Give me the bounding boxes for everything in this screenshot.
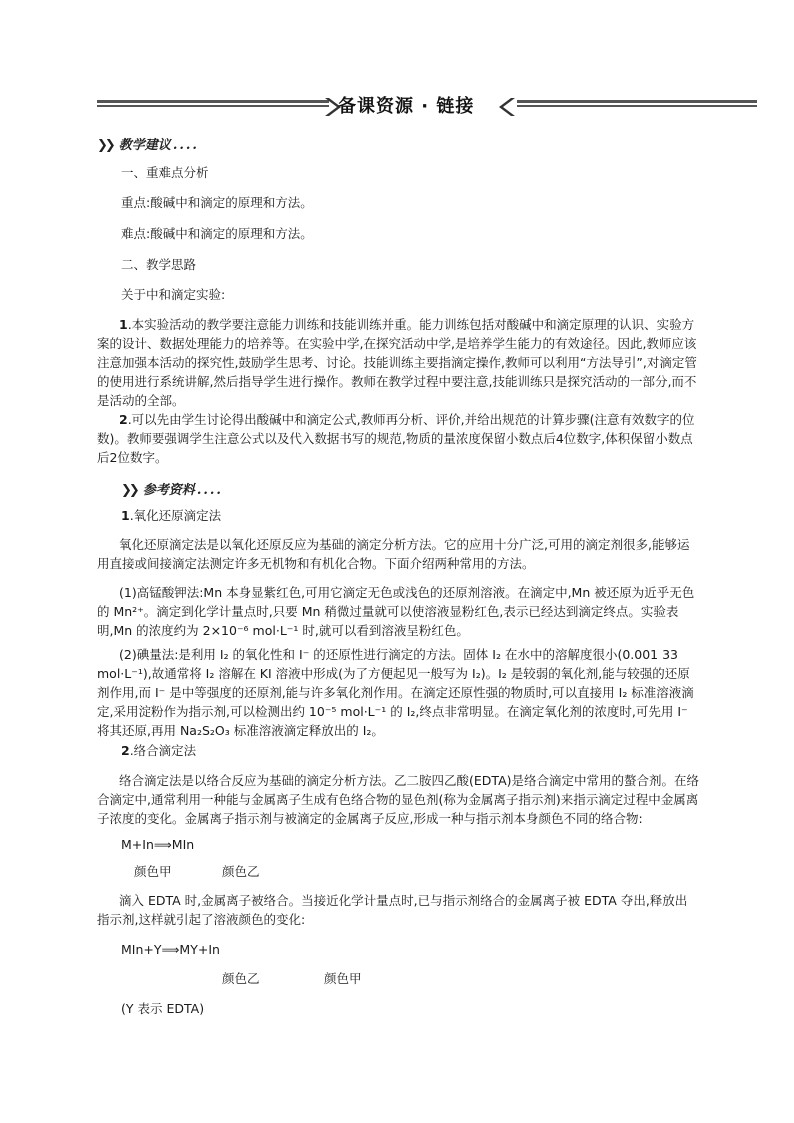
intro-text: 关于中和滴定实验: bbox=[121, 287, 226, 302]
reference-title-1: 1.氧化还原滴定法 bbox=[121, 508, 222, 523]
dots-decoration: .... bbox=[172, 138, 199, 153]
equation-2-color-b: 颜色甲 bbox=[324, 971, 362, 986]
section-heading-text: 教学建议 bbox=[118, 138, 171, 153]
complexometric-paragraph: 络合滴定法是以络合反应为基础的滴定分析方法。乙二胺四乙酸(EDTA)是络合滴定中常用的螯合剂。在络合滴定中,通常利用一种能与金属离子生成有色络合物的显色剂(称为金属离子指示剂)来指示滴定过程中金属离子浓度的变化。金属离子指示剂与被滴定的金属离子反应,形成一种与指示剂本身颜色不同的络合物: bbox=[97, 773, 699, 826]
section-heading-reference bbox=[121, 479, 223, 498]
edta-note: (Y 表示 EDTA) bbox=[121, 1001, 205, 1016]
equation-2-color-a: 颜色乙 bbox=[222, 971, 260, 986]
double-chevron-icon: ❯❯ bbox=[121, 483, 137, 498]
iodometry-paragraph: (2)碘量法:是利用 I₂ 的氧化性和 I⁻ 的还原性进行滴定的方法。固体 I₂ 在水中的溶解度很小(0.001 33 mol·L⁻¹),故通常将 I₂ 溶解在 KI 溶液中形成(为了方便起见一般写为 I₂)。I₂ 是较弱的氧化剂,能与较强的还原剂作用,而 I⁻ 是中等强度的还原剂,能与许多氧化剂作用。在滴定还原性强的物质时,可以直接用 I₂ 标准溶液滴定,采用淀粉作为指示剂,可以检测出约 10⁻⁵ mol·L⁻¹ 的 I₂,终点非常明显。在滴定氧化剂的浓度时,可先用 I⁻ 将其还原,再用 Na₂S₂O₃ 标准溶液滴定释放出的 I₂。 bbox=[97, 647, 694, 738]
equation-2: MIn+Y⟹MY+In bbox=[121, 942, 220, 957]
section-heading-text: 参考资料 bbox=[142, 483, 195, 498]
redox-intro-paragraph: 氧化还原滴定法是以氧化还原反应为基础的滴定分析方法。它的应用十分广泛,可用的滴定剂很多,能够运用直接或间接滴定法测定许多无机物和有机化合物。下面介绍两种常用的方法。 bbox=[97, 537, 690, 571]
double-chevron-icon: ❯❯ bbox=[97, 138, 113, 153]
edta-paragraph: 滴入 EDTA 时,金属离子被络合。当接近化学计量点时,已与指示剂络合的金属离子被 EDTA 夺出,释放出指示剂,这样就引起了溶液颜色的变化: bbox=[97, 893, 688, 927]
equation-1: M+In⟹MIn bbox=[121, 837, 195, 852]
teaching-item-1: 1.本实验活动的教学要注意能力训练和技能训练并重。能力训练包括对酸碱中和滴定原理的认识、实验方案的设计、数据处理能力的培养等。在实验中学,在探究活动中学,是培养学生能力的有效途径。因此,教师应该注意加强本活动的探究性,鼓励学生思考、讨论。技能训练主要指滴定操作,教师可以利用“方法导引”,对滴定管的使用进行系统讲解,然后指导学生进行操作。教师在教学过程中要注意,技能训练只是探究活动的一部分,而不是活动的全部。 bbox=[97, 317, 697, 408]
section-heading-teaching bbox=[97, 134, 199, 153]
key-point-text: 重点:酸碱中和滴定的原理和方法。 bbox=[121, 195, 313, 210]
subheading-key-difficulty: 一、重难点分析 bbox=[121, 165, 209, 180]
subheading-teaching-approach: 二、教学思路 bbox=[121, 257, 197, 272]
difficulty-text: 难点:酸碱中和滴定的原理和方法。 bbox=[121, 226, 313, 241]
reference-title-2: 2.络合滴定法 bbox=[121, 743, 197, 758]
permanganate-paragraph: (1)高锰酸钾法:Mn 本身显紫红色,可用它滴定无色或浅色的还原剂溶液。在滴定中,Mn 被还原为近乎无色的 Mn²⁺。滴定到化学计量点时,只要 Mn 稍微过量就可以使溶液显粉红色,表示已经达到滴定终点。实验表明,Mn 的浓度约为 2×10⁻⁶ mol·L⁻¹ 时,就可以看到溶液呈粉红色。 bbox=[97, 585, 695, 638]
equation-1-color-a: 颜色甲 bbox=[134, 864, 172, 879]
dots-decoration: .... bbox=[196, 483, 223, 498]
equation-1-color-b: 颜色乙 bbox=[222, 864, 260, 879]
teaching-item-2: 2.可以先由学生讨论得出酸碱中和滴定公式,教师再分析、评价,并给出规范的计算步骤(注意有效数字的位数)。教师要强调学生注意公式以及代入数据书写的规范,物质的量浓度保留小数点后4位数字,体积保留小数点后2位数字。 bbox=[97, 412, 695, 465]
page-title: 备课资源 · 链接 bbox=[338, 96, 475, 117]
